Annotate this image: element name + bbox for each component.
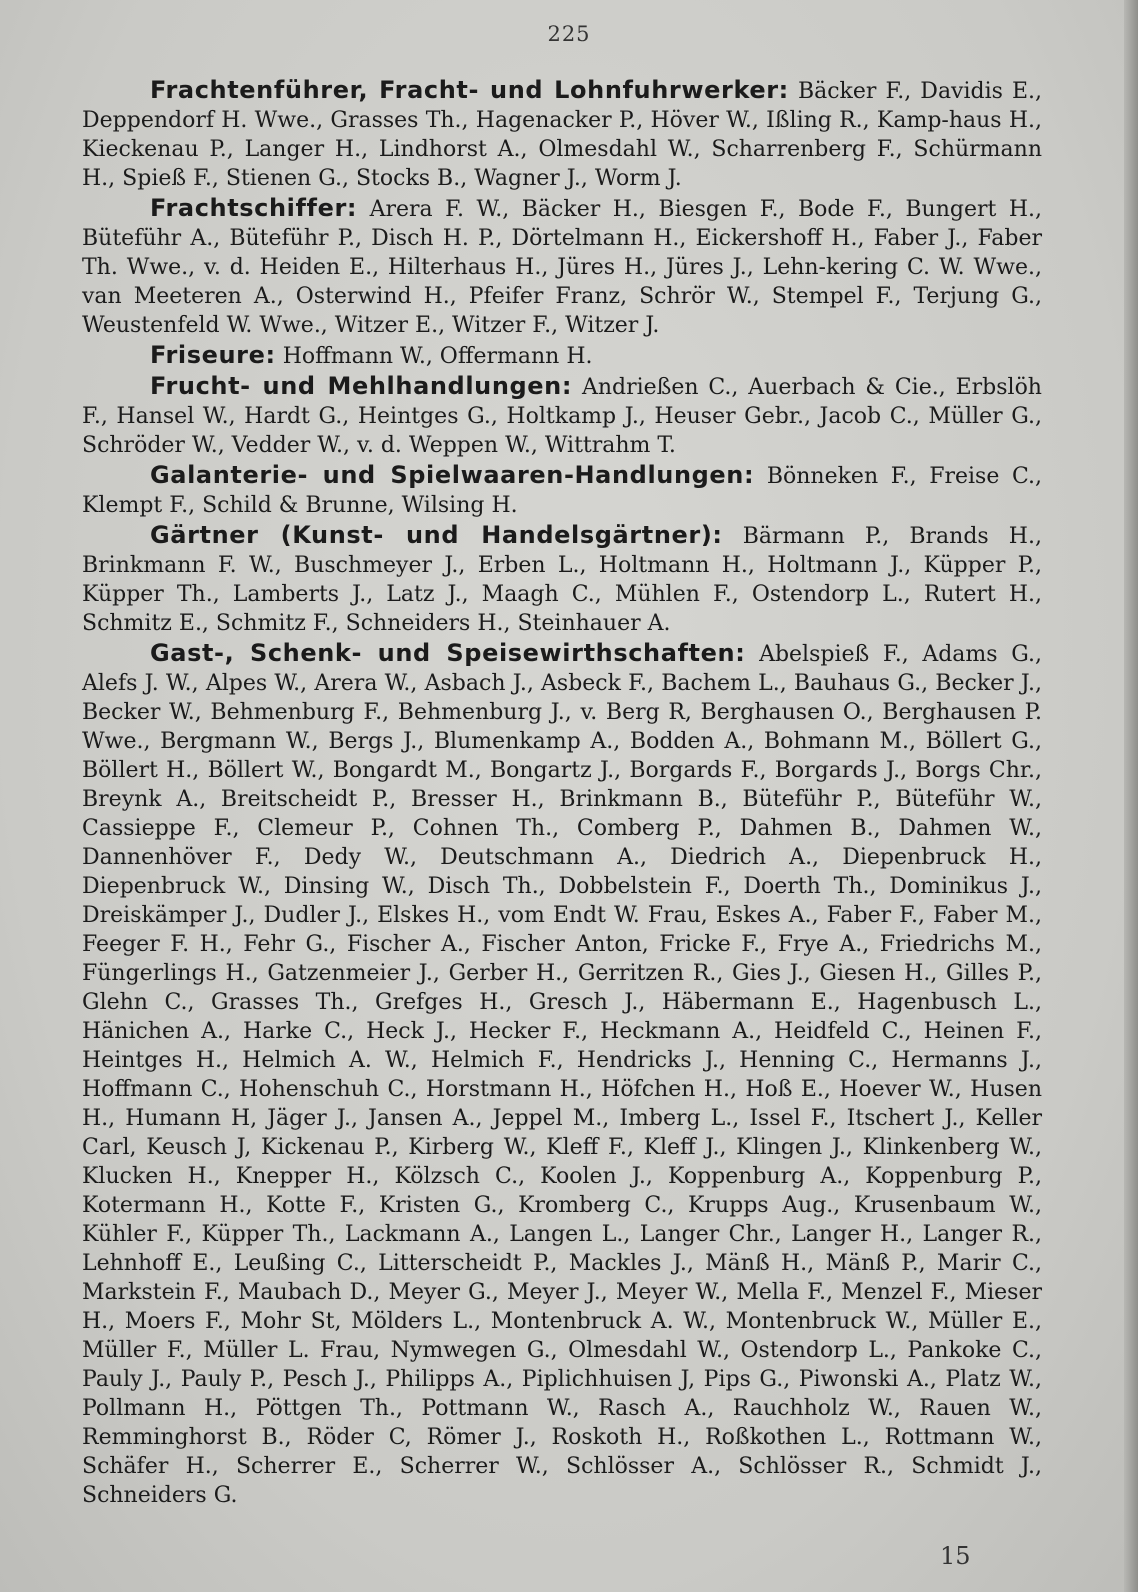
entry-names: Abelspieß F., Adams G., Alefs J. W., Alpes W., Arera W., Asbach J., Asbeck F., Bachem L., Bauhaus G., Becker J., Becker W., Behmenburg F., Behmenburg J., v. Berg R, Berghausen O., Berghausen P. Wwe., Bergmann W., Bergs J., Blumenkamp A., Bodden A., Bohmann M., Böllert G., Böllert H., Böllert W., Bongardt M., Bongartz J., Borgards F., Borgards J., Borgs Chr., Breynk A., Breitscheidt P., Bresser H., Brinkmann B., Büteführ P., Büteführ W., Cassieppe F., Clemeur P., Cohnen Th., Comberg P., Dahmen B., Dahmen W., Dannenhöver F., Dedy W., Deutschmann A., Diedrich A., Diepenbruck H., Diepenbruck W., Dinsing W., Disch Th., Dobbelstein F., Doerth Th., Dominikus J., Dreiskämper J., Dudler J., Elskes H., vom Endt W. Frau, Eskes A., Faber F., Faber M., Feeger F. H., Fehr G., Fischer A., Fischer Anton, Fricke F., Frye A., Friedrichs M., Füngerlings H., Gatzenmeier J., Gerber H., Gerritzen R., Gies J., Giesen H., Gilles P., Glehn C., Grasses Th., Grefges H., Gresch J., Häbermann E., Hagenbusch L., Hänichen A., Harke C., Heck J., Hecker F., Heckmann A., Heidfeld C., Heinen F., Heintges H., Helmich A. W., Helmich F., Hendricks J., Henning C., Hermanns J., Hoffmann C., Hohenschuh C., Horstmann H., Höfchen H., Hoß E., Hoever W., Husen H., Humann H, Jäger J., Jansen A., Jeppel M., Imberg L., Issel F., Itschert J., Keller Carl, Keusch J, Kickenau P., Kirberg W., Kleff F., Kleff J., Klingen J., Klinkenberg W., Klucken H., Knepper H., Kölzsch C., Koolen J., Koppenburg A., Koppenburg P., Kotermann H., Kotte F., Kristen G., Kromberg C., Krupps Aug., Krusenbaum W., Kühler F., Küpper Th., Lackmann A., Langen L., Langer Chr., Langer H., Langer R., Lehnhoff E., Leußing C., Litterscheidt P., Mackles J., Mänß H., Mänß P., Marir C., Markstein F., Maubach D., Meyer G., Meyer J., Meyer W., Mella F., Menzel F., Mieser H., Moers F., Mohr St, Mölders L., Montenbruck A. W., Montenbruck W., Müller E., Müller F., Müller L. Frau, Nymwegen G., Olmesdahl W., Ostendorp L., Pankoke C., Pauly J., Pauly P., Pesch J., Philipps A., Piplichhuisen J, Pips G., Piwonski A., Platz W., Pollmann H., Pöttgen Th., Pottmann W., Rasch A., Rauchholz W., Rauen W., Remminghorst B., Röder C, Römer J., Roskoth H., Roßkothen L., Rottmann W., Schäfer H., Scherrer E., Scherrer W., Schlösser A., Schlösser R., Schmidt J., Schneiders G. bbox=[82, 642, 1042, 1508]
entry-heading: Friseure: bbox=[150, 341, 276, 369]
entry-frucht-mehlhandlungen bbox=[82, 372, 1042, 460]
signature-number: 15 bbox=[940, 1542, 971, 1570]
entry-frachtenfuehrer bbox=[82, 76, 1042, 193]
page-number: 225 bbox=[547, 22, 591, 46]
page-edge-shadow bbox=[1124, 0, 1138, 1592]
entry-names: Bönneken F., Freise C., Klempt F., Schild & Brunne, Wilsing H. bbox=[82, 464, 1043, 518]
entry-names: Bäcker F., Davidis E., Deppendorf H. Wwe., Grasses Th., Hagenacker P., Höver W., Ißling R., Kamp-haus H., Kieckenau P., Langer H., Lindhorst A., Olmesdahl W., Scharrenberg F., Schürmann H., Spieß F., Stienen G., Stocks B., Wagner J., Worm J. bbox=[82, 79, 1043, 191]
entry-heading: Galanterie- und Spielwaaren-Handlungen: bbox=[150, 461, 755, 489]
entry-heading: Frucht- und Mehlhandlungen: bbox=[150, 372, 573, 400]
entry-names: Arera F. W., Bäcker H., Biesgen F., Bode F., Bungert H., Büteführ A., Büteführ P., Disch H. P., Dörtelmann H., Eickershoff H., Faber J., Faber Th. Wwe., v. d. Heiden E., Hilterhaus H., Jüres H., Jüres J., Lehn-kering C. W. Wwe., van Meeteren A., Osterwind H., Pfeifer Franz, Schrör W., Stempel F., Terjung G., Weustenfeld W. Wwe., Witzer E., Witzer F., Witzer J. bbox=[82, 197, 1042, 338]
entry-gaertner bbox=[82, 521, 1042, 638]
entry-names: Hoffmann W., Offermann H. bbox=[282, 344, 593, 369]
entry-friseure bbox=[82, 341, 1042, 371]
entry-gastwirthschaften bbox=[82, 639, 1042, 1510]
entry-galanterie-spielwaaren bbox=[82, 461, 1042, 520]
entry-heading: Frachtschiffer: bbox=[150, 194, 358, 222]
entry-heading: Gast-, Schenk- und Speisewirthschaften: bbox=[150, 639, 746, 667]
directory-text bbox=[82, 76, 1042, 1511]
entry-heading: Gärtner (Kunst- und Handelsgärtner): bbox=[150, 521, 723, 549]
entry-frachtschiffer bbox=[82, 194, 1042, 340]
entry-names: Bärmann P., Brands H., Brinkmann F. W., Buschmeyer J., Erben L., Holtmann H., Holtmann J., Küpper P., Küpper Th., Lamberts J., Latz J., Maagh C., Mühlen F., Ostendorp L., Rutert H., Schmitz E., Schmitz F., Schneiders H., Steinhauer A. bbox=[82, 524, 1042, 636]
entry-names: Andrießen C., Auerbach & Cie., Erbslöh F., Hansel W., Hardt G., Heintges G., Holtkamp J., Heuser Gebr., Jacob C., Müller G., Schröder W., Vedder W., v. d. Weppen W., Wittrahm T. bbox=[82, 375, 1042, 458]
entry-heading: Frachtenführer, Fracht- und Lohnfuhrwerker: bbox=[150, 76, 789, 104]
